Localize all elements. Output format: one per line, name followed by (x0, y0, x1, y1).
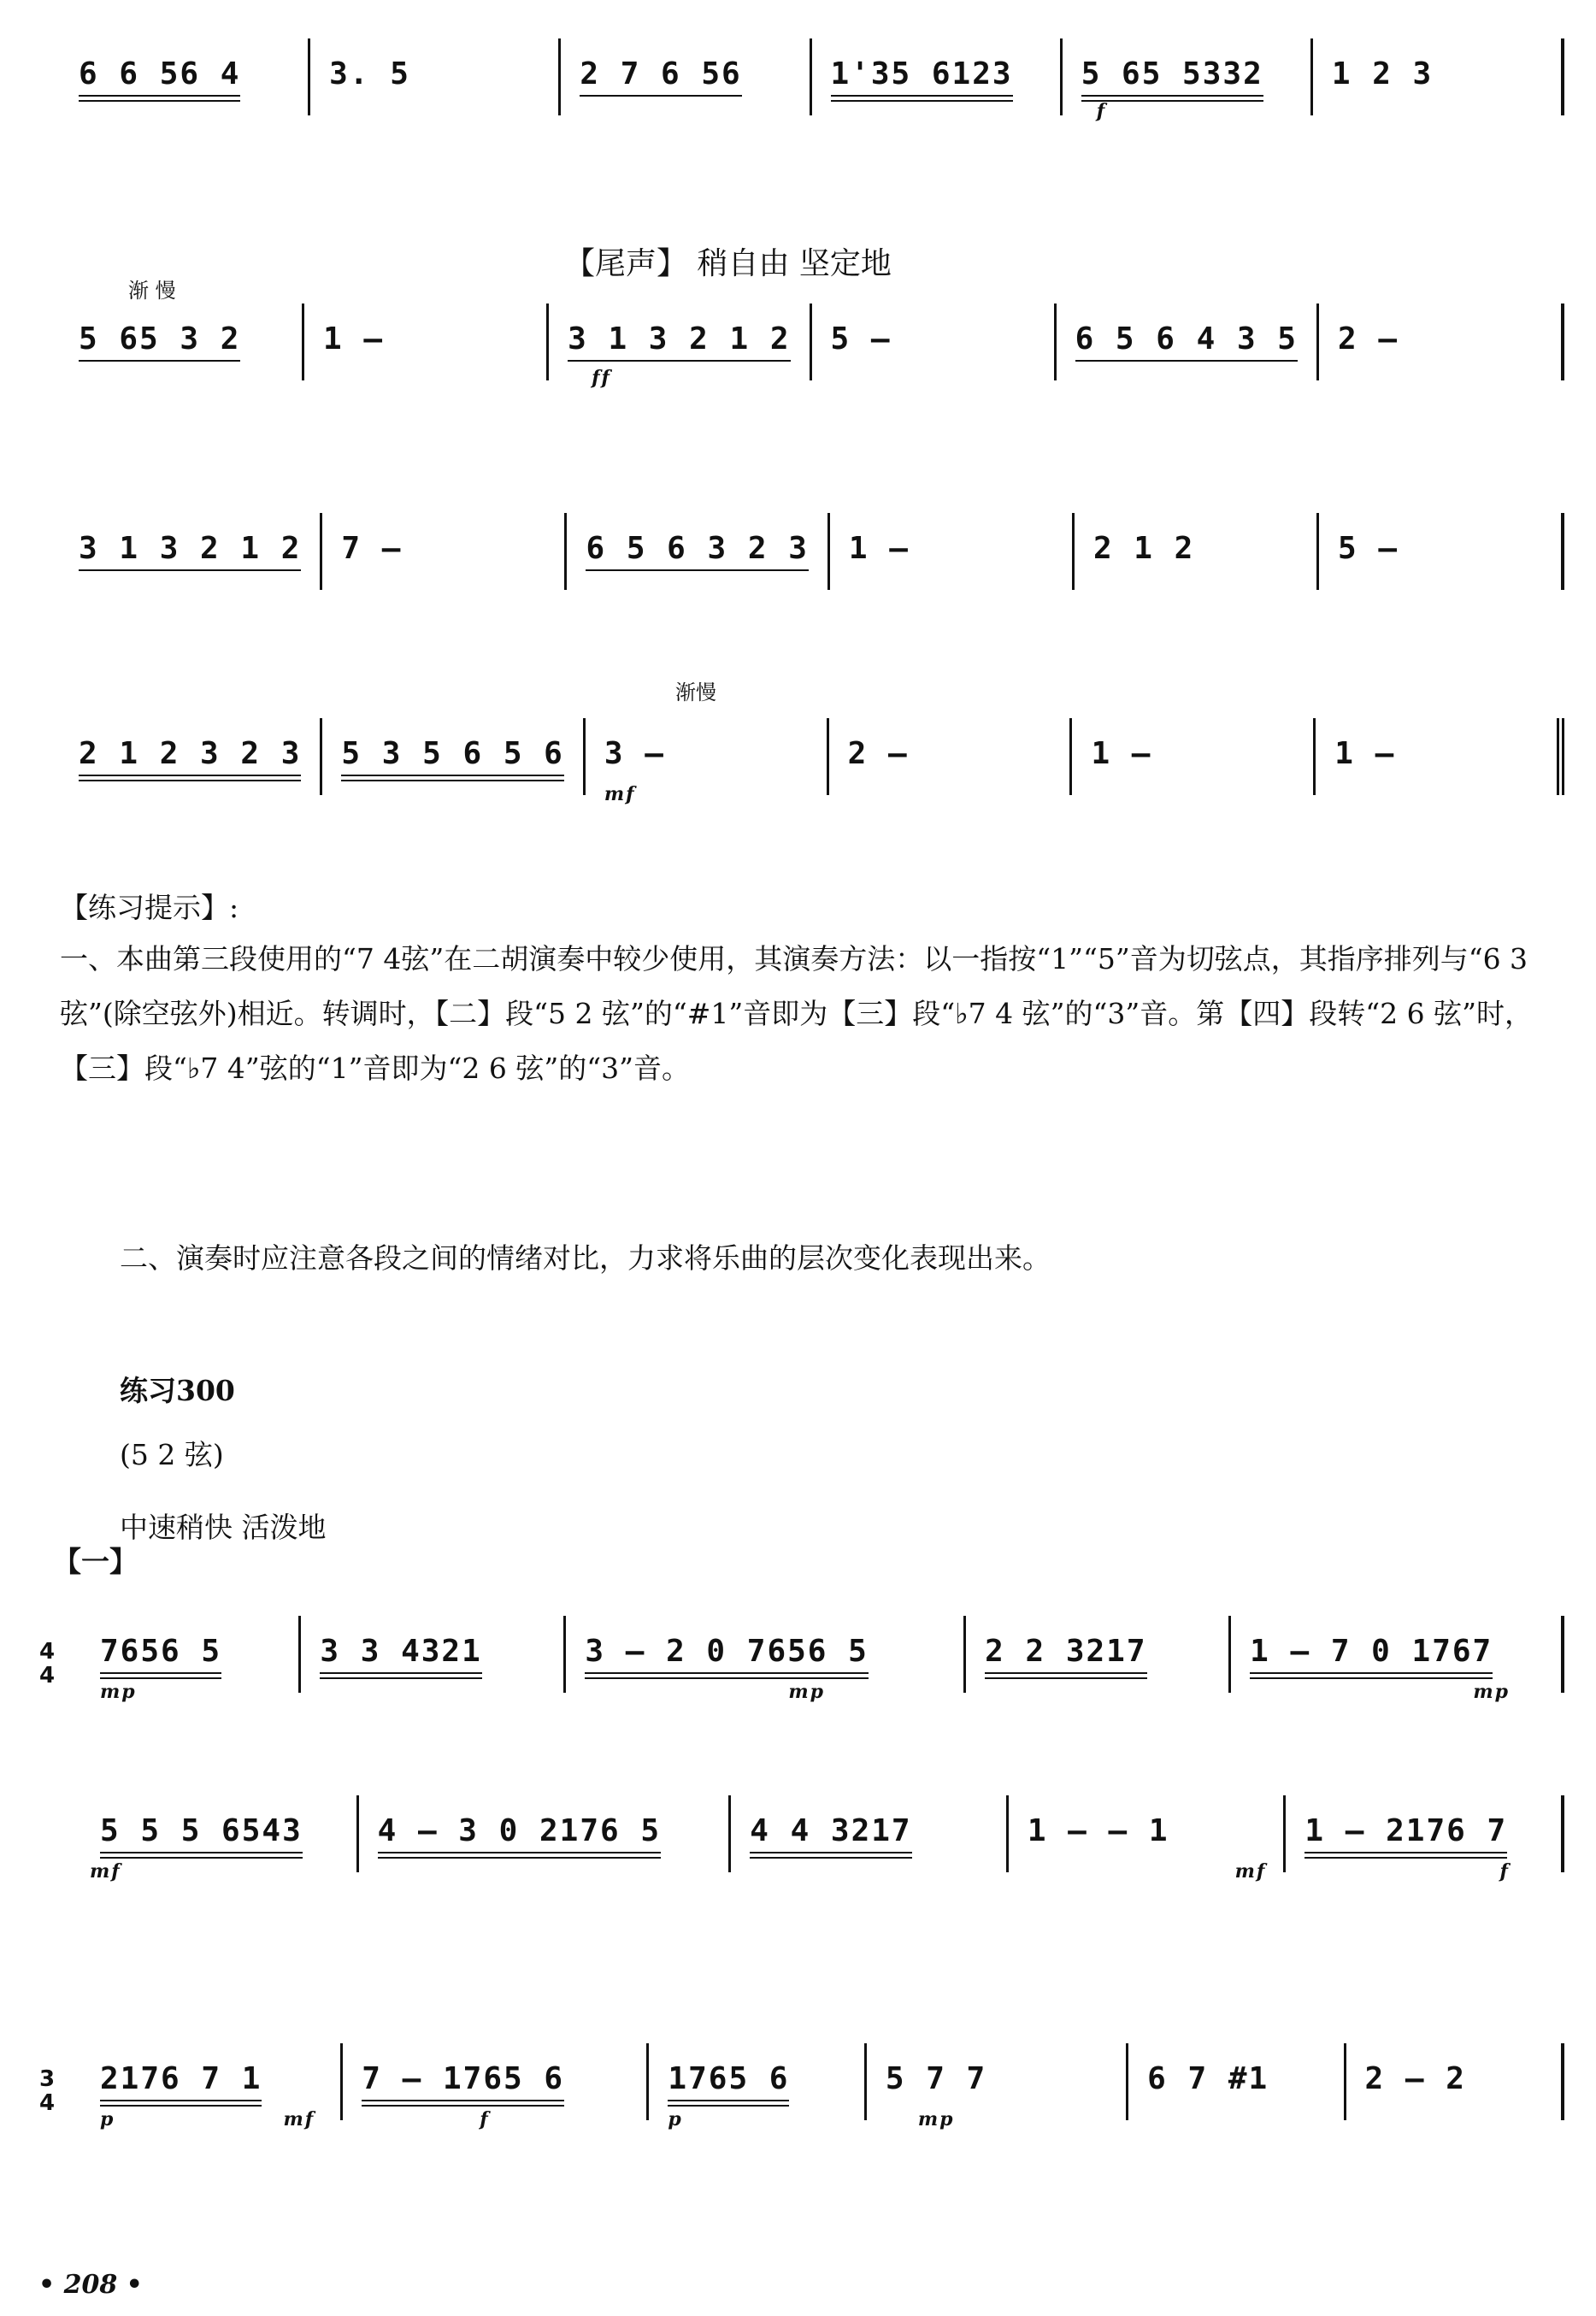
notes: 3. 5 (329, 56, 410, 91)
measure (60, 303, 304, 380)
notes: 6 7 #1 (1147, 2061, 1269, 2096)
measure (304, 303, 549, 380)
notes: 1 – (1091, 736, 1152, 771)
exercise-string: (5 2 弦) (120, 1438, 224, 1471)
measure (1075, 513, 1319, 590)
measure (812, 303, 1057, 380)
notes: 5 65 5332 (1081, 56, 1263, 91)
notes: 5 – (830, 321, 892, 357)
dynamic-mark: f (480, 2108, 490, 2130)
notes: 2 – (847, 736, 909, 771)
measure (649, 2043, 866, 2130)
notes: 5 7 7 (885, 2061, 987, 2096)
notes: 5 5 5 6543 (100, 1813, 303, 1848)
notes: 3 1 3 2 1 2 (568, 321, 791, 357)
exercise-line-2 (81, 1795, 1564, 1883)
score-line-3 (60, 513, 1564, 590)
measure (1319, 303, 1564, 380)
time-signature (34, 2067, 60, 2115)
time-sig-top: 4 (38, 1639, 56, 1665)
measure (310, 38, 561, 115)
notes: 7656 5 (100, 1634, 222, 1669)
measure (567, 513, 829, 590)
measure (1286, 1795, 1564, 1883)
time-signature (34, 1640, 60, 1688)
time-sig-bottom: 4 (38, 1663, 56, 1688)
notes: 3 3 4321 (320, 1634, 482, 1669)
measure (81, 1616, 301, 1703)
measure (1063, 38, 1313, 122)
measure (1231, 1616, 1564, 1703)
measure (1057, 303, 1319, 380)
dynamic-mark: ff (592, 367, 612, 389)
measure (1128, 2043, 1346, 2120)
dynamic-mark: f (1096, 100, 1107, 122)
notes: 5 65 3 2 (79, 321, 241, 357)
measure (586, 718, 829, 805)
measure (1009, 1795, 1287, 1883)
measure (343, 2043, 649, 2130)
notes: 7 – 1765 6 (362, 2061, 565, 2096)
notes: 2 – 2 (1364, 2061, 1466, 2096)
notes: 1 2 3 (1331, 56, 1434, 91)
tips-paragraph-1: 一、本曲第三段使用的“7 4弦”在二胡演奏中较少使用，其演奏方法：以一指按“1”“5”音为切弦点，其指序排列与“6 3 弦”(除空弦外)相近。转调时，【二】段“5 2 弦”的“#1”音即为【三】段“♭7 4 弦”的“3”音。第【四】段转“2 6 弦”时，【三】段“♭7 4”弦的“1”音即为“2 6 弦”的“3”音。 (60, 942, 1533, 1085)
notes: 1 – (848, 531, 910, 566)
measure (301, 1616, 566, 1693)
page-number: • 208 • (38, 2270, 143, 2300)
notes: 1 – 7 0 1767 (1250, 1634, 1493, 1669)
exercise-section: 【一】 (53, 1545, 138, 1578)
measure (731, 1795, 1009, 1872)
score-line-4 (60, 718, 1564, 805)
exercise-line-3 (81, 2043, 1564, 2130)
tips-paragraph-2: 二、演奏时应注意各段之间的情绪对比，力求将乐曲的层次变化表现出来。 (120, 1241, 1051, 1275)
notes: 2176 7 1 (100, 2061, 262, 2096)
notes: 1'35 6123 (830, 56, 1013, 91)
measure (60, 38, 310, 115)
measure (81, 1795, 359, 1883)
measure (1319, 513, 1564, 590)
dynamic-mark: mp (917, 2108, 955, 2130)
dynamic-mark: mp (1473, 1681, 1510, 1703)
dynamic-mark: mf (1234, 1860, 1267, 1883)
measure (60, 718, 322, 795)
tips-heading: 【练习提示】: (60, 891, 239, 924)
measure (966, 1616, 1231, 1693)
exercise-tempo: 中速稍快 活泼地 (120, 1511, 327, 1544)
dynamic-mark: mf (90, 1860, 121, 1883)
notes: 5 – (1337, 531, 1399, 566)
measure-final (1316, 718, 1564, 795)
exercise-line-1 (81, 1616, 1564, 1703)
measure (322, 513, 567, 590)
dynamic-mark: mp (788, 1681, 826, 1703)
measure (867, 2043, 1128, 2130)
notes: 2 2 3217 (985, 1634, 1147, 1669)
measure (60, 513, 322, 590)
notes: 3 – 2 0 7656 5 (585, 1634, 869, 1669)
measure (322, 718, 585, 795)
notes: 6 5 6 3 2 3 (586, 531, 809, 566)
dynamic-mark: p (668, 2108, 683, 2130)
measure (1346, 2043, 1564, 2120)
score-line-2 (60, 303, 1564, 389)
tempo-mark: 渐慢 (675, 681, 716, 704)
dynamic-mark: mf (604, 783, 636, 805)
notes: 1 – – 1 (1027, 1813, 1169, 1848)
notes: 7 – (341, 531, 403, 566)
notes: 5 3 5 6 5 6 (341, 736, 564, 771)
measure (1072, 718, 1316, 795)
notes: 1 – 2176 7 (1304, 1813, 1508, 1848)
measure (549, 303, 811, 389)
coda-header: 【尾声】 稍自由 坚定地 (564, 246, 892, 281)
notes: 2 – (1337, 321, 1399, 357)
time-sig-bottom: 4 (38, 2090, 56, 2116)
measure (1313, 38, 1564, 115)
measure (829, 718, 1073, 795)
measure (561, 38, 811, 115)
exercise-title: 练习300 (120, 1374, 235, 1407)
measure (830, 513, 1075, 590)
notes: 2 7 6 56 (580, 56, 742, 91)
dynamic-mark: p (100, 2108, 115, 2130)
notes: 1765 6 (668, 2061, 790, 2096)
notes: 2 1 2 3 2 3 (79, 736, 302, 771)
notes: 4 4 3217 (750, 1813, 912, 1848)
dynamic-mark: mf (283, 2108, 315, 2130)
notes: 2 1 2 (1092, 531, 1195, 566)
notes: 1 – (1334, 736, 1396, 771)
notes: 3 1 3 2 1 2 (79, 531, 302, 566)
measure (359, 1795, 732, 1872)
score-line-1 (60, 38, 1564, 122)
tempo-mark: 渐 慢 (128, 279, 176, 303)
measure (566, 1616, 966, 1703)
notes: 4 – 3 0 2176 5 (377, 1813, 662, 1848)
measure (81, 2043, 343, 2130)
notes: 1 – (323, 321, 385, 357)
time-sig-top: 3 (38, 2066, 56, 2092)
notes: 6 5 6 4 3 5 (1075, 321, 1298, 357)
notes: 6 6 56 4 (79, 56, 241, 91)
measure (812, 38, 1063, 115)
notes: 3 – (604, 736, 665, 771)
dynamic-mark: f (1499, 1860, 1510, 1883)
dynamic-mark: mp (100, 1681, 137, 1703)
